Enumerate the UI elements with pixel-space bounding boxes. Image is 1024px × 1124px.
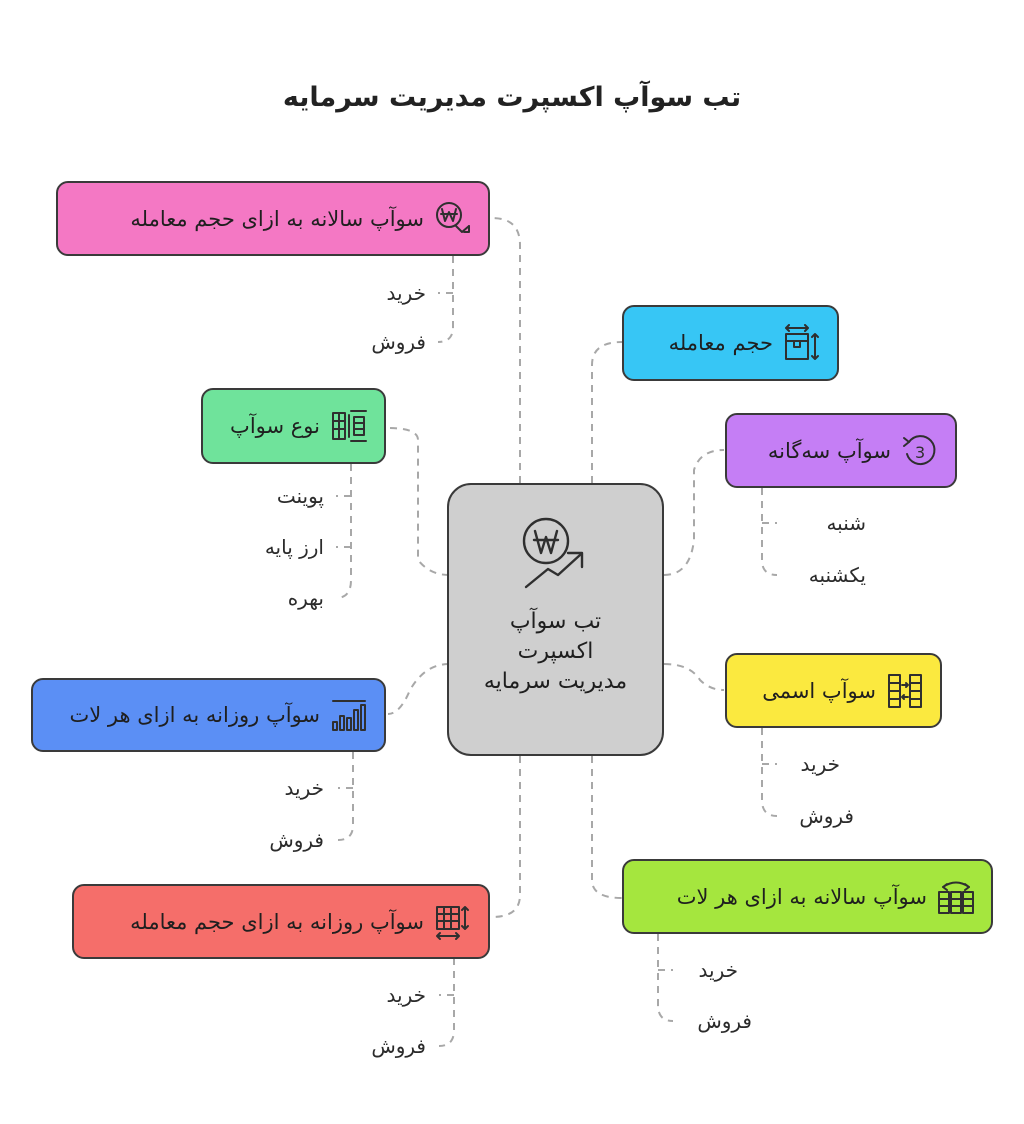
- child-label: ارز پایه: [264, 535, 324, 559]
- node-label: سوآپ سالانه به ازای هر لات: [676, 884, 927, 909]
- child-label: خرید: [698, 958, 738, 982]
- child-label: فروش: [697, 1009, 752, 1033]
- child-label: پوینت: [276, 484, 324, 508]
- child-label: فروش: [799, 804, 854, 828]
- node-label: سوآپ اسمی: [762, 678, 876, 703]
- node-swap-type: [201, 388, 386, 464]
- box-resize-icon: [783, 324, 821, 362]
- child-label: خرید: [386, 281, 426, 305]
- node-trade-volume: [622, 305, 839, 381]
- node-label: سوآپ روزانه به ازای هر لات: [69, 703, 320, 727]
- child-label: خرید: [386, 983, 426, 1007]
- child-label: یکشنبه: [808, 563, 866, 587]
- node-annual-lot: [622, 859, 993, 934]
- child-label: فروش: [371, 330, 426, 354]
- swap-columns-icon: [886, 672, 924, 710]
- node-triple-swap: [725, 413, 957, 488]
- node-label: سوآپ روزانه به ازای حجم معامله: [130, 909, 424, 934]
- node-daily-lot: [31, 678, 386, 752]
- columns-bracket-icon: [330, 407, 368, 445]
- node-annual-volume: [56, 181, 490, 256]
- child-label: خرید: [284, 776, 324, 800]
- child-label: فروش: [269, 828, 324, 852]
- child-label: خرید: [800, 752, 840, 776]
- node-label: سوآپ سه‌گانه: [767, 438, 891, 463]
- won-growth-icon: [516, 513, 596, 593]
- won-down-trend-icon: [434, 200, 472, 238]
- node-label: حجم معامله: [668, 331, 773, 355]
- center-node: [447, 483, 664, 756]
- bar-chart-icon: [330, 696, 368, 734]
- child-label: شنبه: [826, 511, 866, 535]
- node-nominal-swap: [725, 653, 942, 728]
- child-label: بهره: [287, 586, 324, 610]
- child-label: فروش: [371, 1034, 426, 1058]
- diagram-title: تب سوآپ اکسپرت مدیریت سرمایه: [282, 82, 742, 113]
- node-daily-volume: [72, 884, 490, 959]
- node-label: سوآپ سالانه به ازای حجم معامله: [130, 206, 424, 231]
- node-label: نوع سوآپ: [230, 414, 320, 438]
- center-label: تب سوآپ اکسپرت مدیریت سرمایه: [483, 609, 628, 694]
- grid-resize-icon: [434, 903, 472, 941]
- cycle-columns-icon: [937, 878, 975, 916]
- svg-text:3: 3: [915, 442, 926, 462]
- rotate-three-icon: [901, 432, 939, 470]
